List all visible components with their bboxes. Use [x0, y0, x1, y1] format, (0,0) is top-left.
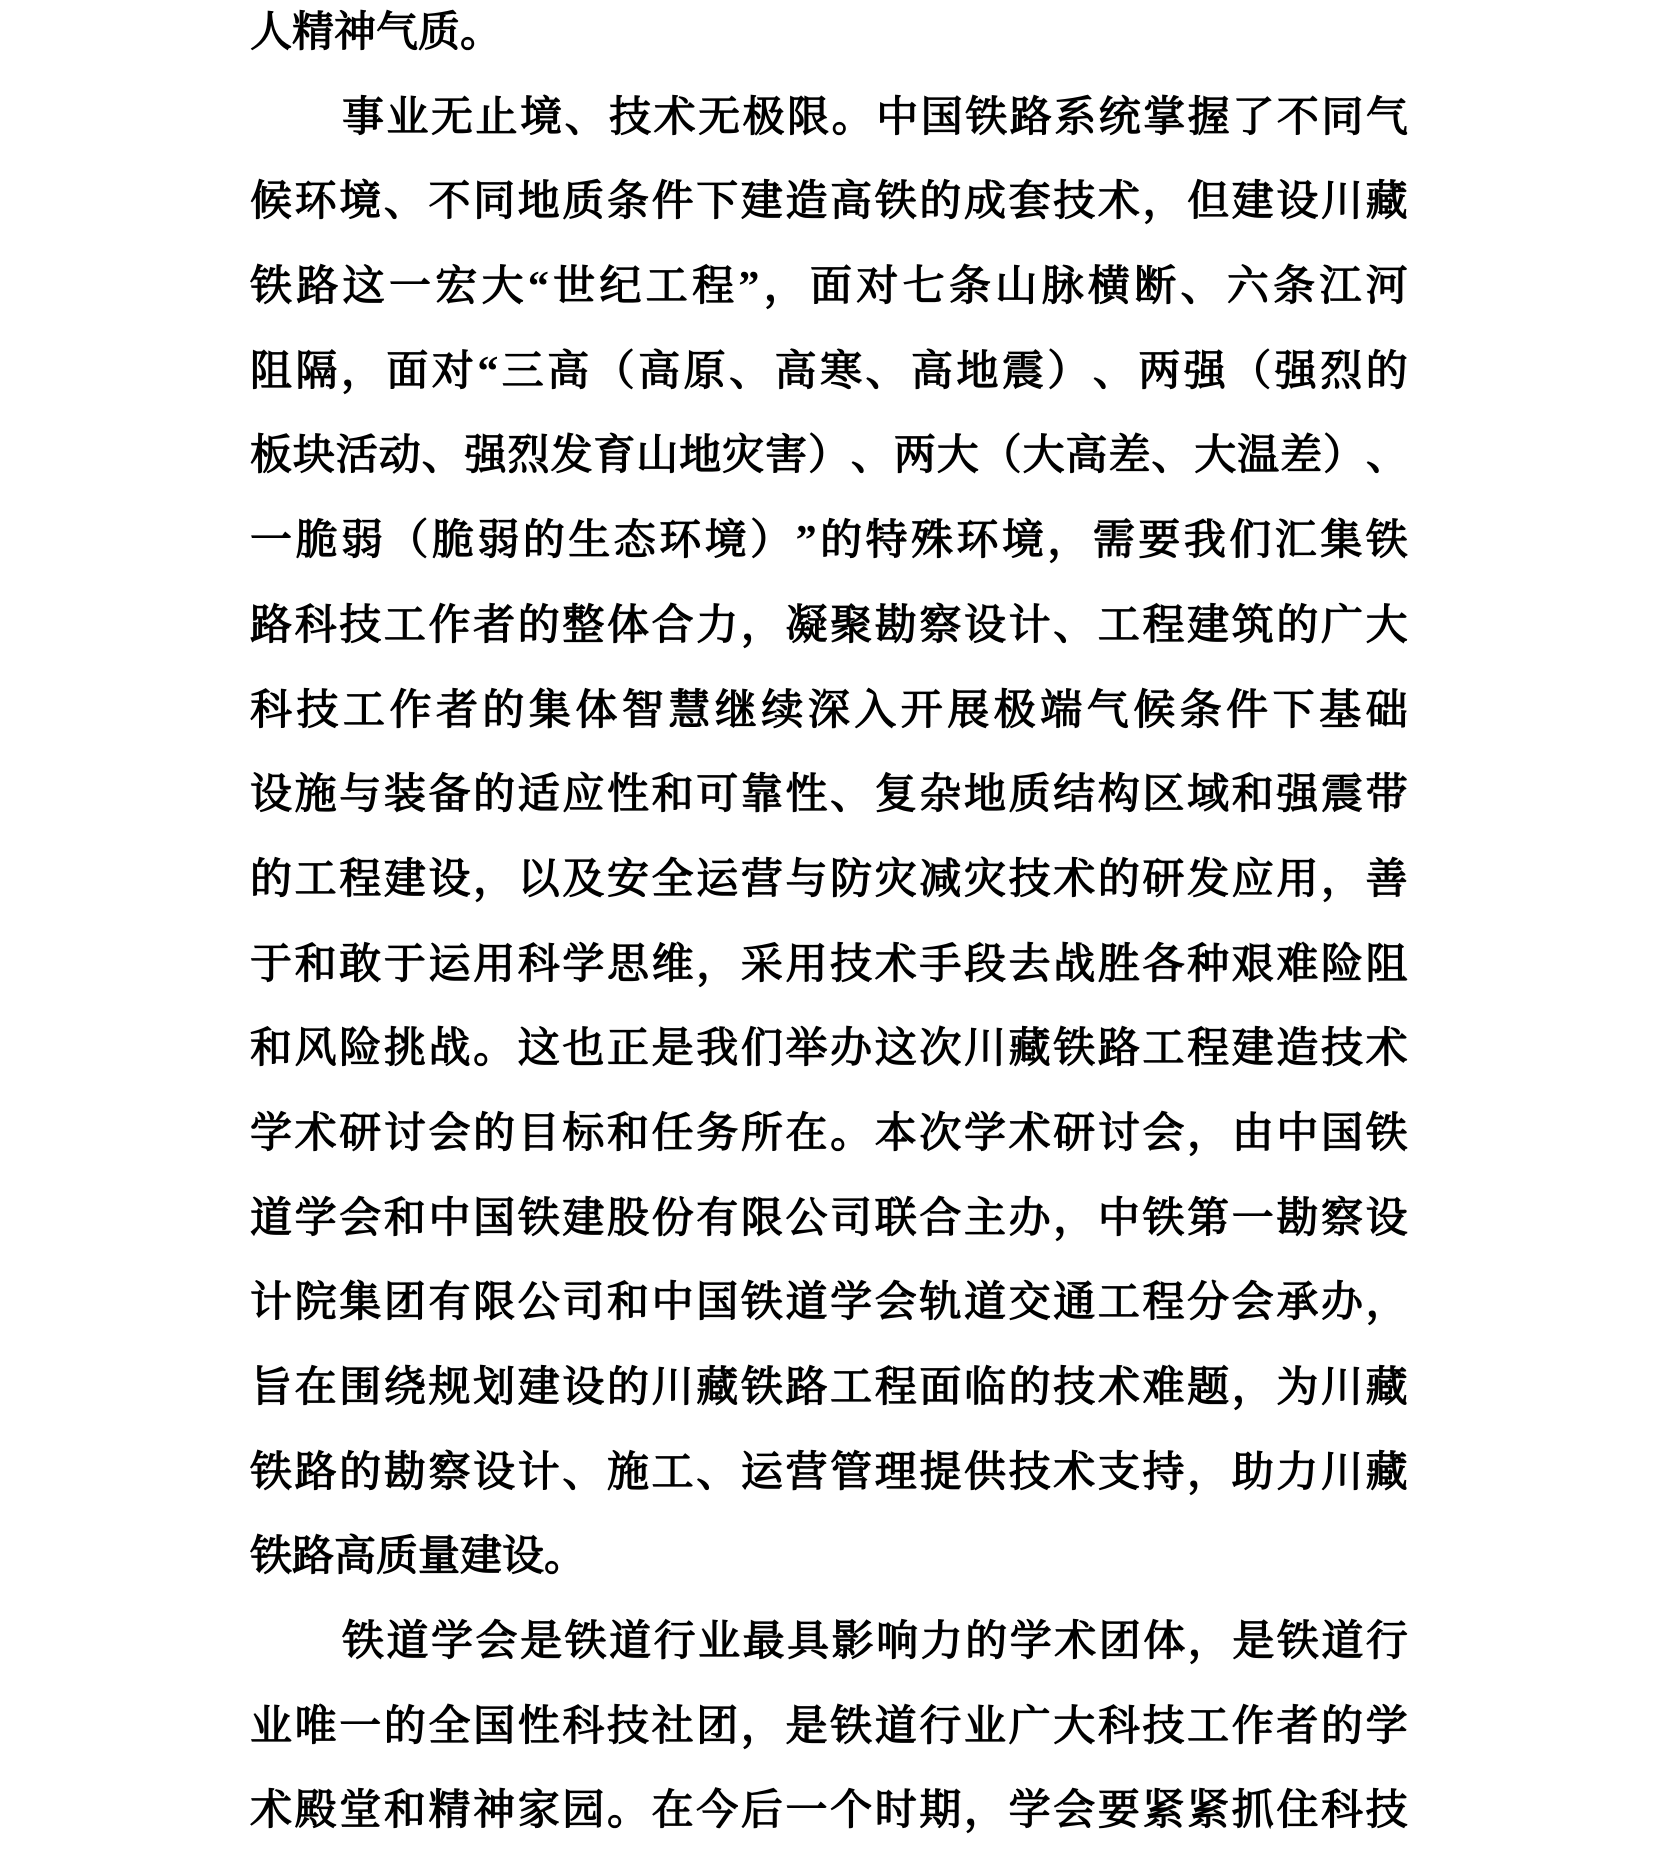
text-line-22: 术 殿 堂 和 精 神 家 园 。 在 今 后 一 个 时 期 ， 学 会 要 紧 紧 抓 住 科 技: [250, 1788, 1408, 1835]
text-line-5: 阻 隔 ， 面 对 “ 三 高 （ 高 原 、 高 寒 、 高 地 震 ） 、 两 强 （ 强 烈 的: [250, 348, 1408, 395]
text-line-10: 设 施 与 装 备 的 适 应 性 和 可 靠 性 、 复 杂 地 质 结 构 区 域 和 强 震 带: [250, 772, 1408, 819]
text-line-13: 和 风 险 挑 战 。 这 也 正 是 我 们 举 办 这 次 川 藏 铁 路 工 程 建 造 技 术: [250, 1026, 1408, 1073]
text-line-2: 事 业 无 止 境 、 技 术 无 极 限 。 中 国 铁 路 系 统 掌 握 了 不 同 气: [342, 94, 1408, 141]
text-line-7: 一 脆 弱 （ 脆 弱 的 生 态 环 境 ） ” 的 特 殊 环 境 ， 需 要 我 们 汇 集 铁: [250, 518, 1408, 565]
text-line-8: 路 科 技 工 作 者 的 整 体 合 力 ， 凝 聚 勘 察 设 计 、 工 程 建 筑 的 广 大: [250, 602, 1408, 649]
text-line-21: 业 唯 一 的 全 国 性 科 技 社 团 ， 是 铁 道 行 业 广 大 科 技 工 作 者 的 学: [250, 1703, 1408, 1750]
text-line-1: 人精神气质。: [250, 10, 503, 56]
text-line-6: 板 块 活 动 、 强 烈 发 育 山 地 灾 害 ） 、 两 大 （ 大 高 差 、 大 温 差 ） 、: [250, 433, 1408, 480]
text-line-11: 的 工 程 建 设 ， 以 及 安 全 运 营 与 防 灾 减 灾 技 术 的 研 发 应 用 ， 善: [250, 856, 1408, 903]
text-line-9: 科 技 工 作 者 的 集 体 智 慧 继 续 深 入 开 展 极 端 气 候 条 件 下 基 础: [250, 687, 1408, 734]
text-line-4: 铁 路 这 一 宏 大 “ 世 纪 工 程 ” ， 面 对 七 条 山 脉 横 断 、 六 条 江 河: [250, 264, 1408, 311]
text-line-15: 道 学 会 和 中 国 铁 建 股 份 有 限 公 司 联 合 主 办 ， 中 铁 第 一 勘 察 设: [250, 1195, 1408, 1242]
text-line-16: 计 院 集 团 有 限 公 司 和 中 国 铁 道 学 会 轨 道 交 通 工 程 分 会 承 办 ，: [250, 1280, 1408, 1327]
text-line-18: 铁 路 的 勘 察 设 计 、 施 工 、 运 营 管 理 提 供 技 术 支 持 ， 助 力 川 藏: [250, 1449, 1408, 1496]
text-line-17: 旨 在 围 绕 规 划 建 设 的 川 藏 铁 路 工 程 面 临 的 技 术 难 题 ， 为 川 藏: [250, 1365, 1408, 1411]
text-line-3: 候 环 境 、 不 同 地 质 条 件 下 建 造 高 铁 的 成 套 技 术 ， 但 建 设 川 藏: [250, 179, 1408, 226]
text-line-14: 学 术 研 讨 会 的 目 标 和 任 务 所 在 。 本 次 学 术 研 讨 会 ， 由 中 国 铁: [250, 1110, 1408, 1157]
text-line-19: 铁路高质量建设。: [250, 1534, 587, 1581]
text-block: [250, 6, 1408, 1869]
text-line-20: 铁 道 学 会 是 铁 道 行 业 最 具 影 响 力 的 学 术 团 体 ， 是 铁 道 行: [342, 1619, 1408, 1666]
text-line-12: 于 和 敢 于 运 用 科 学 思 维 ， 采 用 技 术 手 段 去 战 胜 各 种 艰 难 险 阻: [250, 941, 1408, 988]
